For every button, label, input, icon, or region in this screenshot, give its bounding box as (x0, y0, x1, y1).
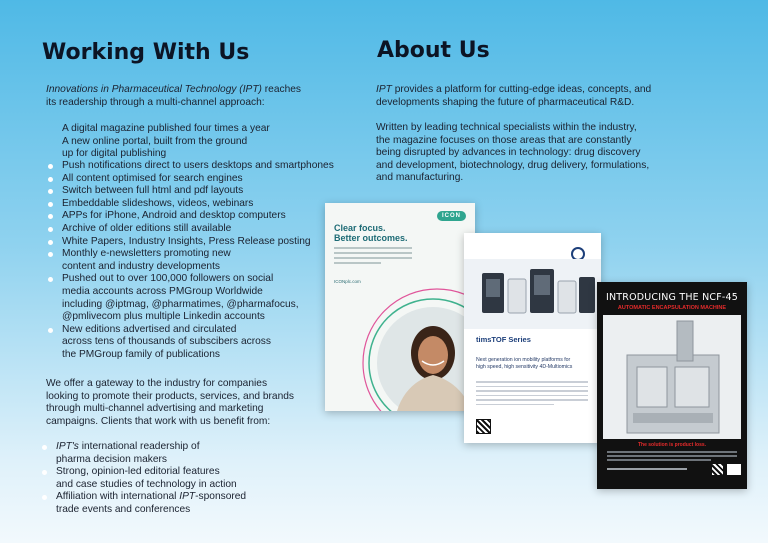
icon-cover (325, 203, 475, 411)
about-paragraph-1 (376, 84, 651, 109)
bruker-tagline-line: high speed, high sensitivity 4D-Multiomics (476, 364, 573, 370)
about-line: and manufacturing. (376, 172, 464, 184)
working-with-us-heading: Working With Us (42, 40, 250, 65)
ncf-title: INTRODUCING THE NCF-45 (605, 292, 739, 303)
about-line: the magazine focuses on those areas that are constantly (376, 134, 632, 146)
gateway-line: campaigns. Clients that work with us benefit from: (46, 415, 271, 427)
benefit-text: Affiliation with international (56, 491, 180, 503)
about-text: developments shaping the future of pharmaceutical R&D. (376, 96, 635, 108)
ncf-tagline: The solution is product loss. (637, 442, 707, 448)
ncf-logo (727, 464, 741, 475)
channel-item: White Papers, Industry Insights, Press Release posting (46, 236, 334, 249)
ipt-name: IPT (376, 84, 392, 95)
benefit-item-continued: and case studies of technology in action (56, 478, 237, 490)
gateway-line: looking to promote their products, services, and brands (46, 390, 295, 402)
channel-list (46, 160, 334, 362)
about-us-heading: About Us (377, 38, 490, 63)
channel-item: A digital magazine published four times a year (62, 123, 270, 134)
ipt-name: IPT (179, 491, 196, 503)
ncf-body-text (607, 451, 737, 461)
channel-item: APPs for iPhone, Android and desktop computers (46, 210, 334, 223)
channel-item: Monthly e-newsletters promoting new (46, 248, 334, 261)
benefit-text: international readership of (78, 441, 200, 452)
bruker-body-text (476, 381, 588, 405)
icon-headline-2: Better outcomes. (334, 233, 408, 243)
channel-item: A new online portal, built from the ground (62, 135, 248, 147)
channel-item: up for digital publishing (62, 148, 167, 160)
benefit-item (40, 491, 246, 504)
about-line: being disrupted by advances in technology: drug discovery (376, 147, 641, 159)
channel-item: Pushed out to over 100,000 followers on social (46, 273, 334, 286)
benefit-list (40, 441, 246, 517)
benefit-item: Strong, opinion-led editorial features (40, 466, 246, 479)
channel-item-continued: media accounts across PMGroup Worldwide (62, 285, 263, 297)
icon-cover-art (325, 203, 475, 411)
benefit-item-continued: pharma decision makers (56, 453, 167, 465)
gateway-line: through multi-channel advertising and marketing (46, 403, 264, 415)
ncf-qr-code (712, 464, 723, 475)
channel-item-continued: @pmlivecom plus multiple Linkedin accounts (62, 311, 265, 323)
channel-item: Switch between full html and pdf layouts (46, 185, 334, 198)
bruker-tagline (476, 357, 594, 371)
gateway-line: We offer a gateway to the industry for companies (46, 378, 268, 389)
icon-logo: ICON (437, 211, 466, 221)
bruker-tagline-line: Next generation ion mobility platforms for (476, 357, 571, 363)
about-line: Written by leading technical specialists within the industry, (376, 122, 637, 133)
intro-text-line2: its readership through a multi-channel approach: (46, 96, 265, 108)
ncf-machine-image (603, 315, 741, 439)
bruker-cover (464, 233, 601, 443)
channel-item-continued: including @iptmag, @pharmatimes, @pharmafocus, (62, 298, 299, 310)
benefit-item-continued: trade events and conferences (56, 503, 191, 515)
ncf-cover (597, 282, 747, 489)
channel-item-continued: the PMGroup family of publications (62, 348, 220, 360)
channel-item: Embeddable slideshows, videos, webinars (46, 198, 334, 211)
channel-item-continued: across tens of thousands of subscibers across (62, 336, 271, 348)
channel-item: All content optimised for search engines (46, 173, 334, 186)
ipt-name: IPT's (56, 441, 79, 452)
channel-item: Archive of older editions still available (46, 223, 334, 236)
intro-paragraph (46, 84, 301, 109)
intro-text: reaches (261, 84, 302, 95)
about-text: provides a platform for cutting-edge ideas, concepts, and (391, 84, 652, 95)
bruker-product-title: timsTOF Series (476, 335, 531, 344)
channel-list-plain (46, 123, 270, 161)
ipt-full-name: Innovations in Pharmaceutical Technology (IPT) (46, 84, 262, 95)
benefit-item (40, 441, 246, 454)
ncf-subtitle: AUTOMATIC ENCAPSULATION MACHINE (617, 305, 727, 311)
channel-item: Push notifications direct to users desktops and smartphones (46, 160, 334, 173)
icon-headline-1: Clear focus. (334, 223, 386, 233)
benefit-text: -sponsored (195, 491, 247, 503)
ncf-badges (607, 468, 687, 470)
channel-item-continued: content and industry developments (62, 260, 221, 272)
about-paragraph-2 (376, 122, 649, 185)
icon-url: ICONplc.com (334, 279, 361, 284)
about-line: and development, biotechnology, drug delivery, formulations, (376, 159, 650, 171)
bruker-qr-code (476, 419, 491, 434)
gateway-paragraph (46, 378, 294, 428)
bruker-instruments-image (464, 259, 601, 329)
channel-item: New editions advertised and circulated (46, 324, 334, 337)
